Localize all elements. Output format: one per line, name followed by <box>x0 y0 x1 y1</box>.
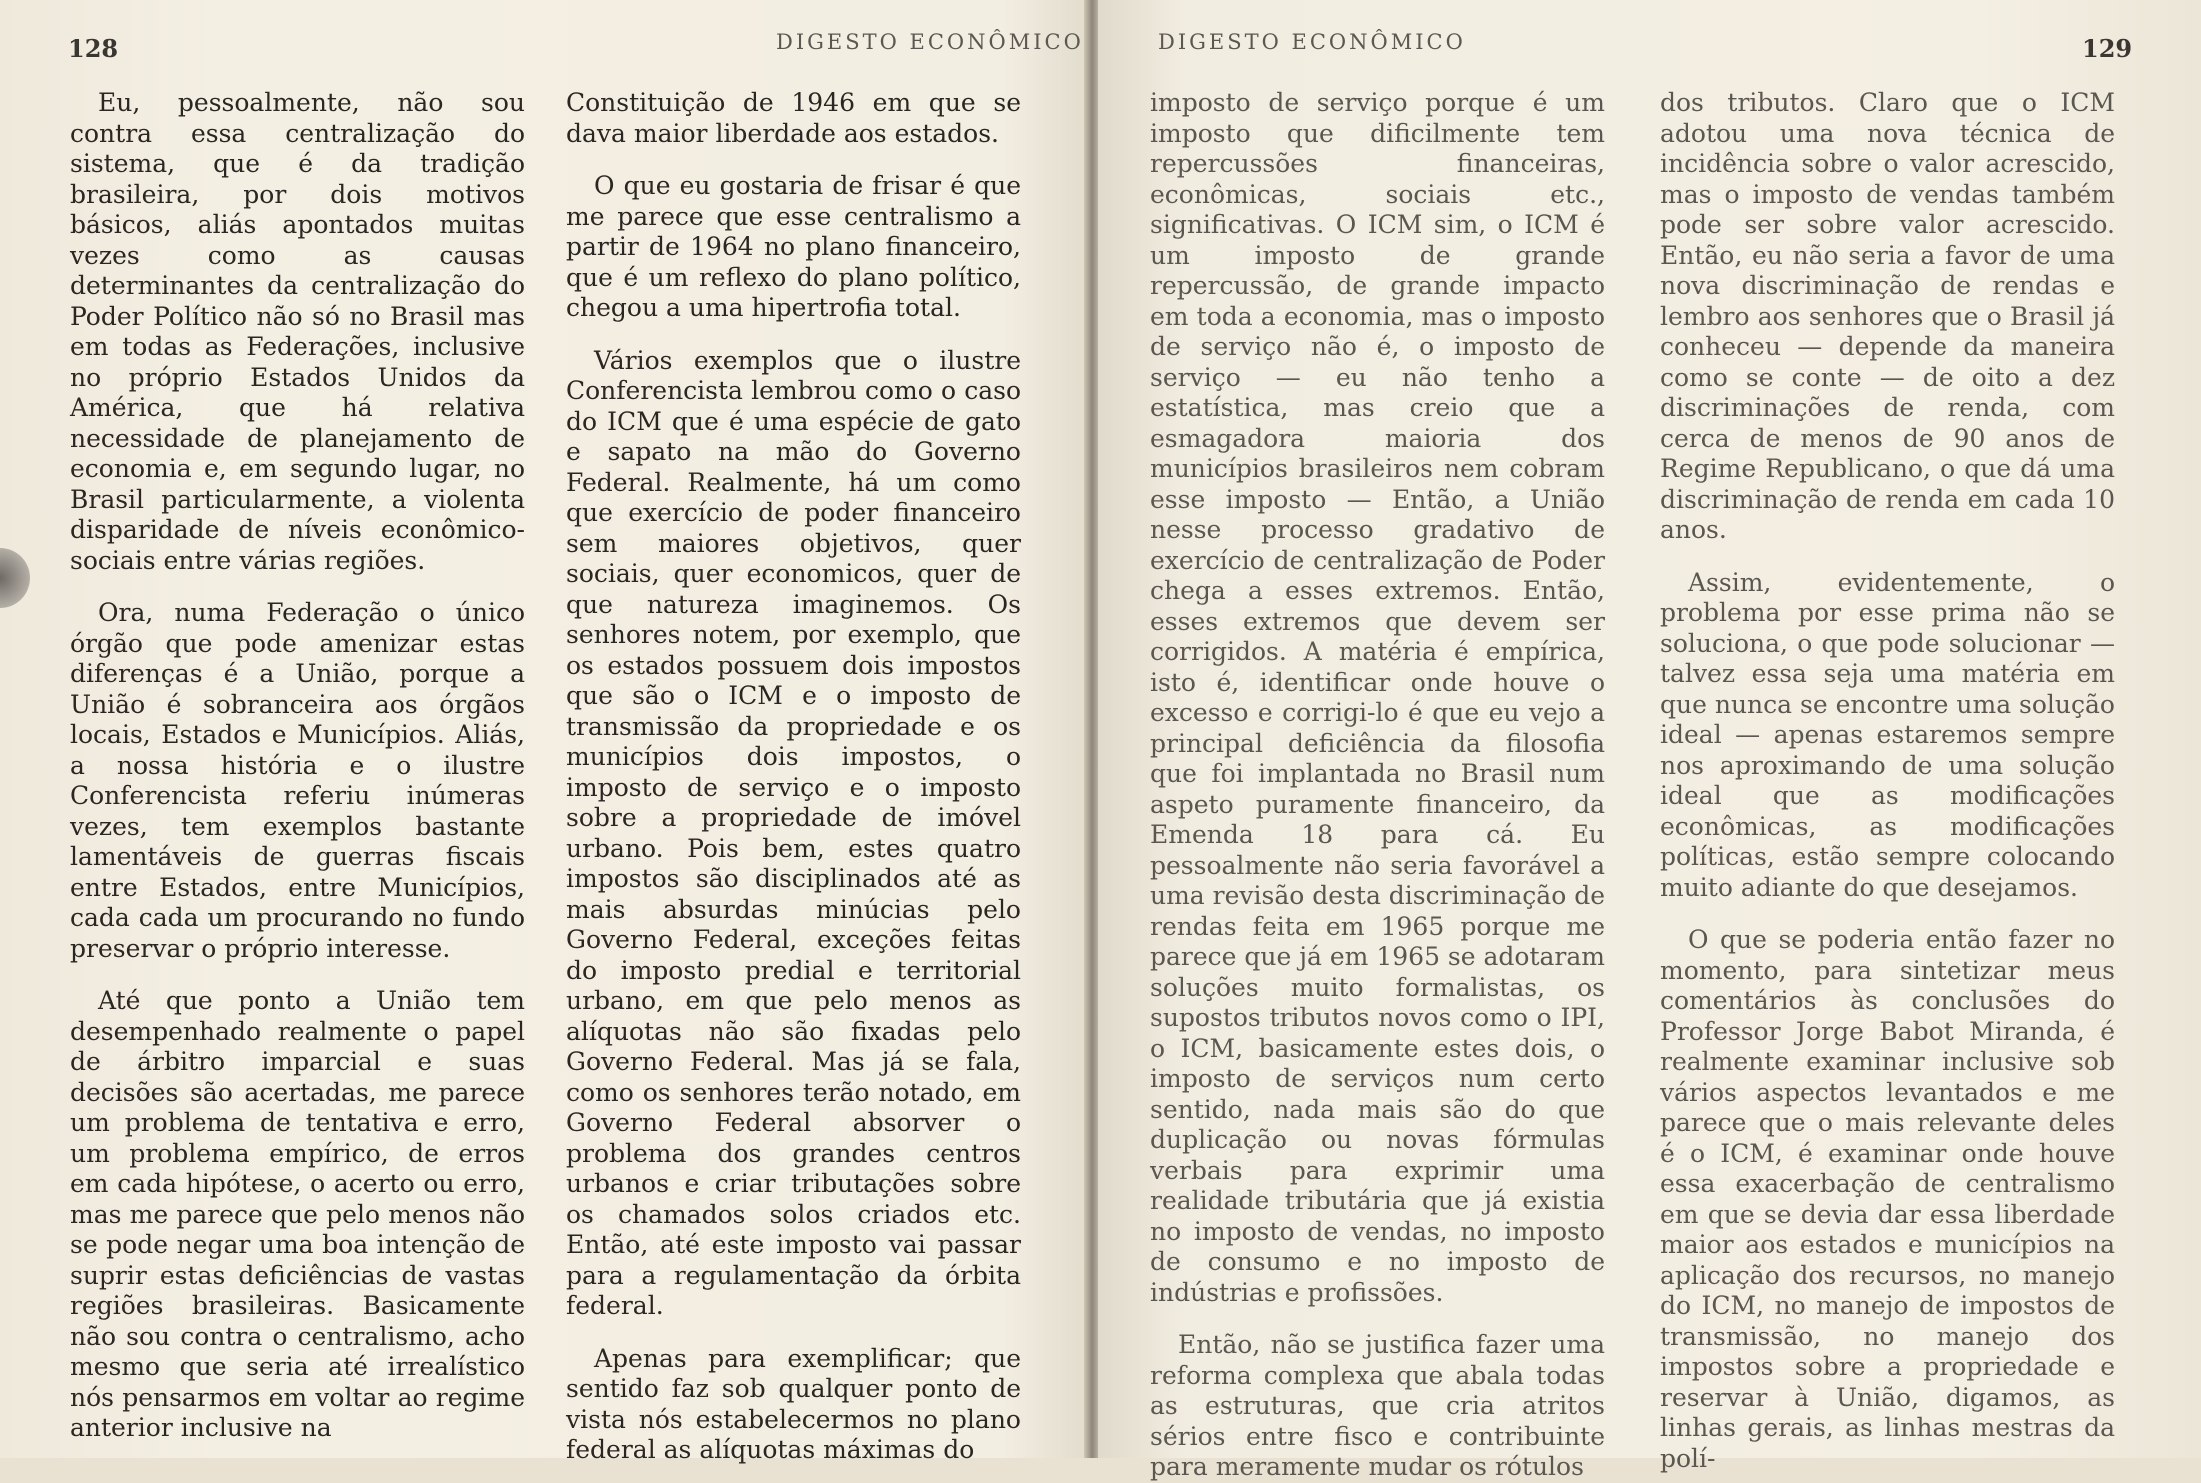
running-header-right: DIGESTO ECONÔMICO <box>1158 30 1466 54</box>
right-column-1 <box>1150 88 1605 1483</box>
paragraph: Apenas para exemplificar; que sentido faz sob qualquer ponto de vista nós estabelecermos no plano federal as alíquotas máximas do <box>566 1343 1021 1464</box>
left-column-1 <box>70 88 525 1444</box>
paragraph: Até que ponto a União tem desempenhado realmente o papel de árbitro imparcial e suas decisões são acertadas, me parece um problema de tentativa e erro, um problema empírico, de erros em cada hipótese, o acerto ou erro, mas me parece que pelo menos não se pode negar uma boa intenção de suprir estas deficiências de vastas regiões brasileiras. Basicamente não sou contra o centralismo, acho mesmo que seria até irrealístico nós pensarmos em voltar ao regime anterior inclusive na <box>70 986 525 1442</box>
paragraph: imposto de serviço porque é um imposto que dificilmente tem repercussões financeiras, econômicas, sociais etc., significativas. O ICM sim, o ICM é um imposto de grande repercussão, de grande impacto em toda a economia, mas o imposto de serviço não é, o imposto de serviço — eu não tenho a estatística, mas creio que a esmagadora maioria dos municípios brasileiros nem cobram esse imposto — Então, a União nesse processo gradativo de exercício de centralização de Poder chega a esses extremos. Então, esses extremos que devem ser corrigidos. A matéria é empírica, isto é, identificar onde houve o excesso e corrigi-lo é que eu vejo a principal deficiência da filosofia que foi implantada no Brasil num aspeto puramente financeiro, da Emenda 18 para cá. Eu pessoalmente não seria favorável a uma revisão desta discriminação de rendas feita em 1965 porque me parece que já em 1965 se adotaram soluções muito formalistas, os supostos tributos novos como o IPI, o ICM, basicamente estes dois, o imposto de serviços num certo sentido, nada mais são do que duplicação ou novas fórmulas verbais para exprimir uma realidade tributária que já existia no imposto de vendas, no imposto de consumo e no imposto de indústrias e profissões. <box>1150 88 1605 1307</box>
paragraph: Vários exemplos que o ilustre Conferencista lembrou como o caso do ICM que é uma espécie de gato e sapato na mão do Governo Federal. Realmente, há um como que exercício de poder financeiro sem maiores objetivos, quer sociais, quer economicos, quer de que natureza imaginemos. Os senhores notem, por exemplo, que os estados possuem dois impostos que são o ICM e o imposto de transmissão da propriedade e os municípios dois impostos, o imposto de serviço e o imposto sobre a propriedade de imóvel urbano. Pois bem, estes quatro impostos são disciplinados até as mais absurdas minúcias pelo Governo Federal, exceções feitas do imposto predial e territorial urbano, em que pelo menos as alíquotas não são fixadas pelo Governo Federal. Mas já se fala, como os senhores terão notado, em Governo Federal absorver o problema dos grandes centros urbanos e criar tributações sobre os chamados solos criados etc. Então, até este imposto vai passar para a regulamentação da órbita federal. <box>566 345 1021 1320</box>
paragraph: Eu, pessoalmente, não sou contra essa centralização do sistema, que é da tradição brasileira, por dois motivos básicos, aliás apontados muitas vezes como as causas determinantes da centralização do Poder Político não só no Brasil mas em todas as Federações, inclusive no próprio Estados Unidos da América, que há relativa necessidade de planejamento de economia e, em segundo lugar, no Brasil particularmente, a violenta disparidade de níveis econômico-sociais entre várias regiões. <box>70 88 525 575</box>
paragraph: O que se poderia então fazer no momento, para sintetizar meus comentários às conclusões do Professor Jorge Babot Miranda, é realmente examinar inclusive sob vários aspectos levantados e me parece que o mais relevante deles é o ICM, é examinar onde houve essa exacerbação de centralismo em que se devia dar essa liberdade maior aos estados e municípios na aplicação dos recursos, no manejo do ICM, no manejo de impostos de transmissão, no manejo dos impostos sobre a propriedade e reservar à União, digamos, as linhas gerais, as linhas mestras da polí- <box>1660 925 2115 1473</box>
left-column-2 <box>566 88 1021 1466</box>
paragraph: Constituição de 1946 em que se dava maior liberdade aos estados. <box>566 88 1021 148</box>
right-column-2 <box>1660 88 2115 1474</box>
page-number-right: 129 <box>2082 34 2133 63</box>
running-header-left: DIGESTO ECONÔMICO <box>776 30 1084 54</box>
page-number-left: 128 <box>68 34 119 63</box>
right-page <box>1098 0 2201 1481</box>
paragraph: dos tributos. Claro que o ICM adotou uma nova técnica de incidência sobre o valor acrescido, mas o imposto de vendas também pode ser sobre valor acrescido. Então, eu não seria a favor de uma nova discriminação de rendas e lembro aos senhores que o Brasil já conheceu — depende da maneira como se conte — de oito a dez discriminações de renda, com cerca de menos de 90 anos de Regime Republicano, o que dá uma discriminação de renda em cada 10 anos. <box>1660 88 2115 544</box>
paragraph: Assim, evidentemente, o problema por esse prima não se soluciona, o que pode solucionar — talvez essa seja uma matéria em que nunca se encontre uma solução ideal — apenas estaremos sempre nos aproximando de uma solução ideal que as modificações econômicas, as modificações políticas, estão sempre colocando muito adiante do que desejamos. <box>1660 567 2115 902</box>
paragraph: Ora, numa Federação o único órgão que pode amenizar estas diferenças é a União, porque a União é sobranceira aos órgãos locais, Estados e Municípios. Aliás, a nossa história e o ilustre Conferencista referiu inúmeras vezes, tem exemplos bastante lamentáveis de guerras fiscais entre Estados, entre Municípios, cada cada um procurando no fundo preservar o próprio interesse. <box>70 598 525 963</box>
paragraph: O que eu gostaria de frisar é que me parece que esse centralismo a partir de 1964 no plano financeiro, que é um reflexo do plano político, chegou a uma hipertrofia total. <box>566 171 1021 322</box>
left-page <box>0 0 1088 1464</box>
binding-hole <box>0 548 30 608</box>
paragraph: Então, não se justifica fazer uma reforma complexa que abala todas as estruturas, que cria atritos sérios entre fisco e contribuinte para meramente mudar os rótulos <box>1150 1330 1605 1481</box>
